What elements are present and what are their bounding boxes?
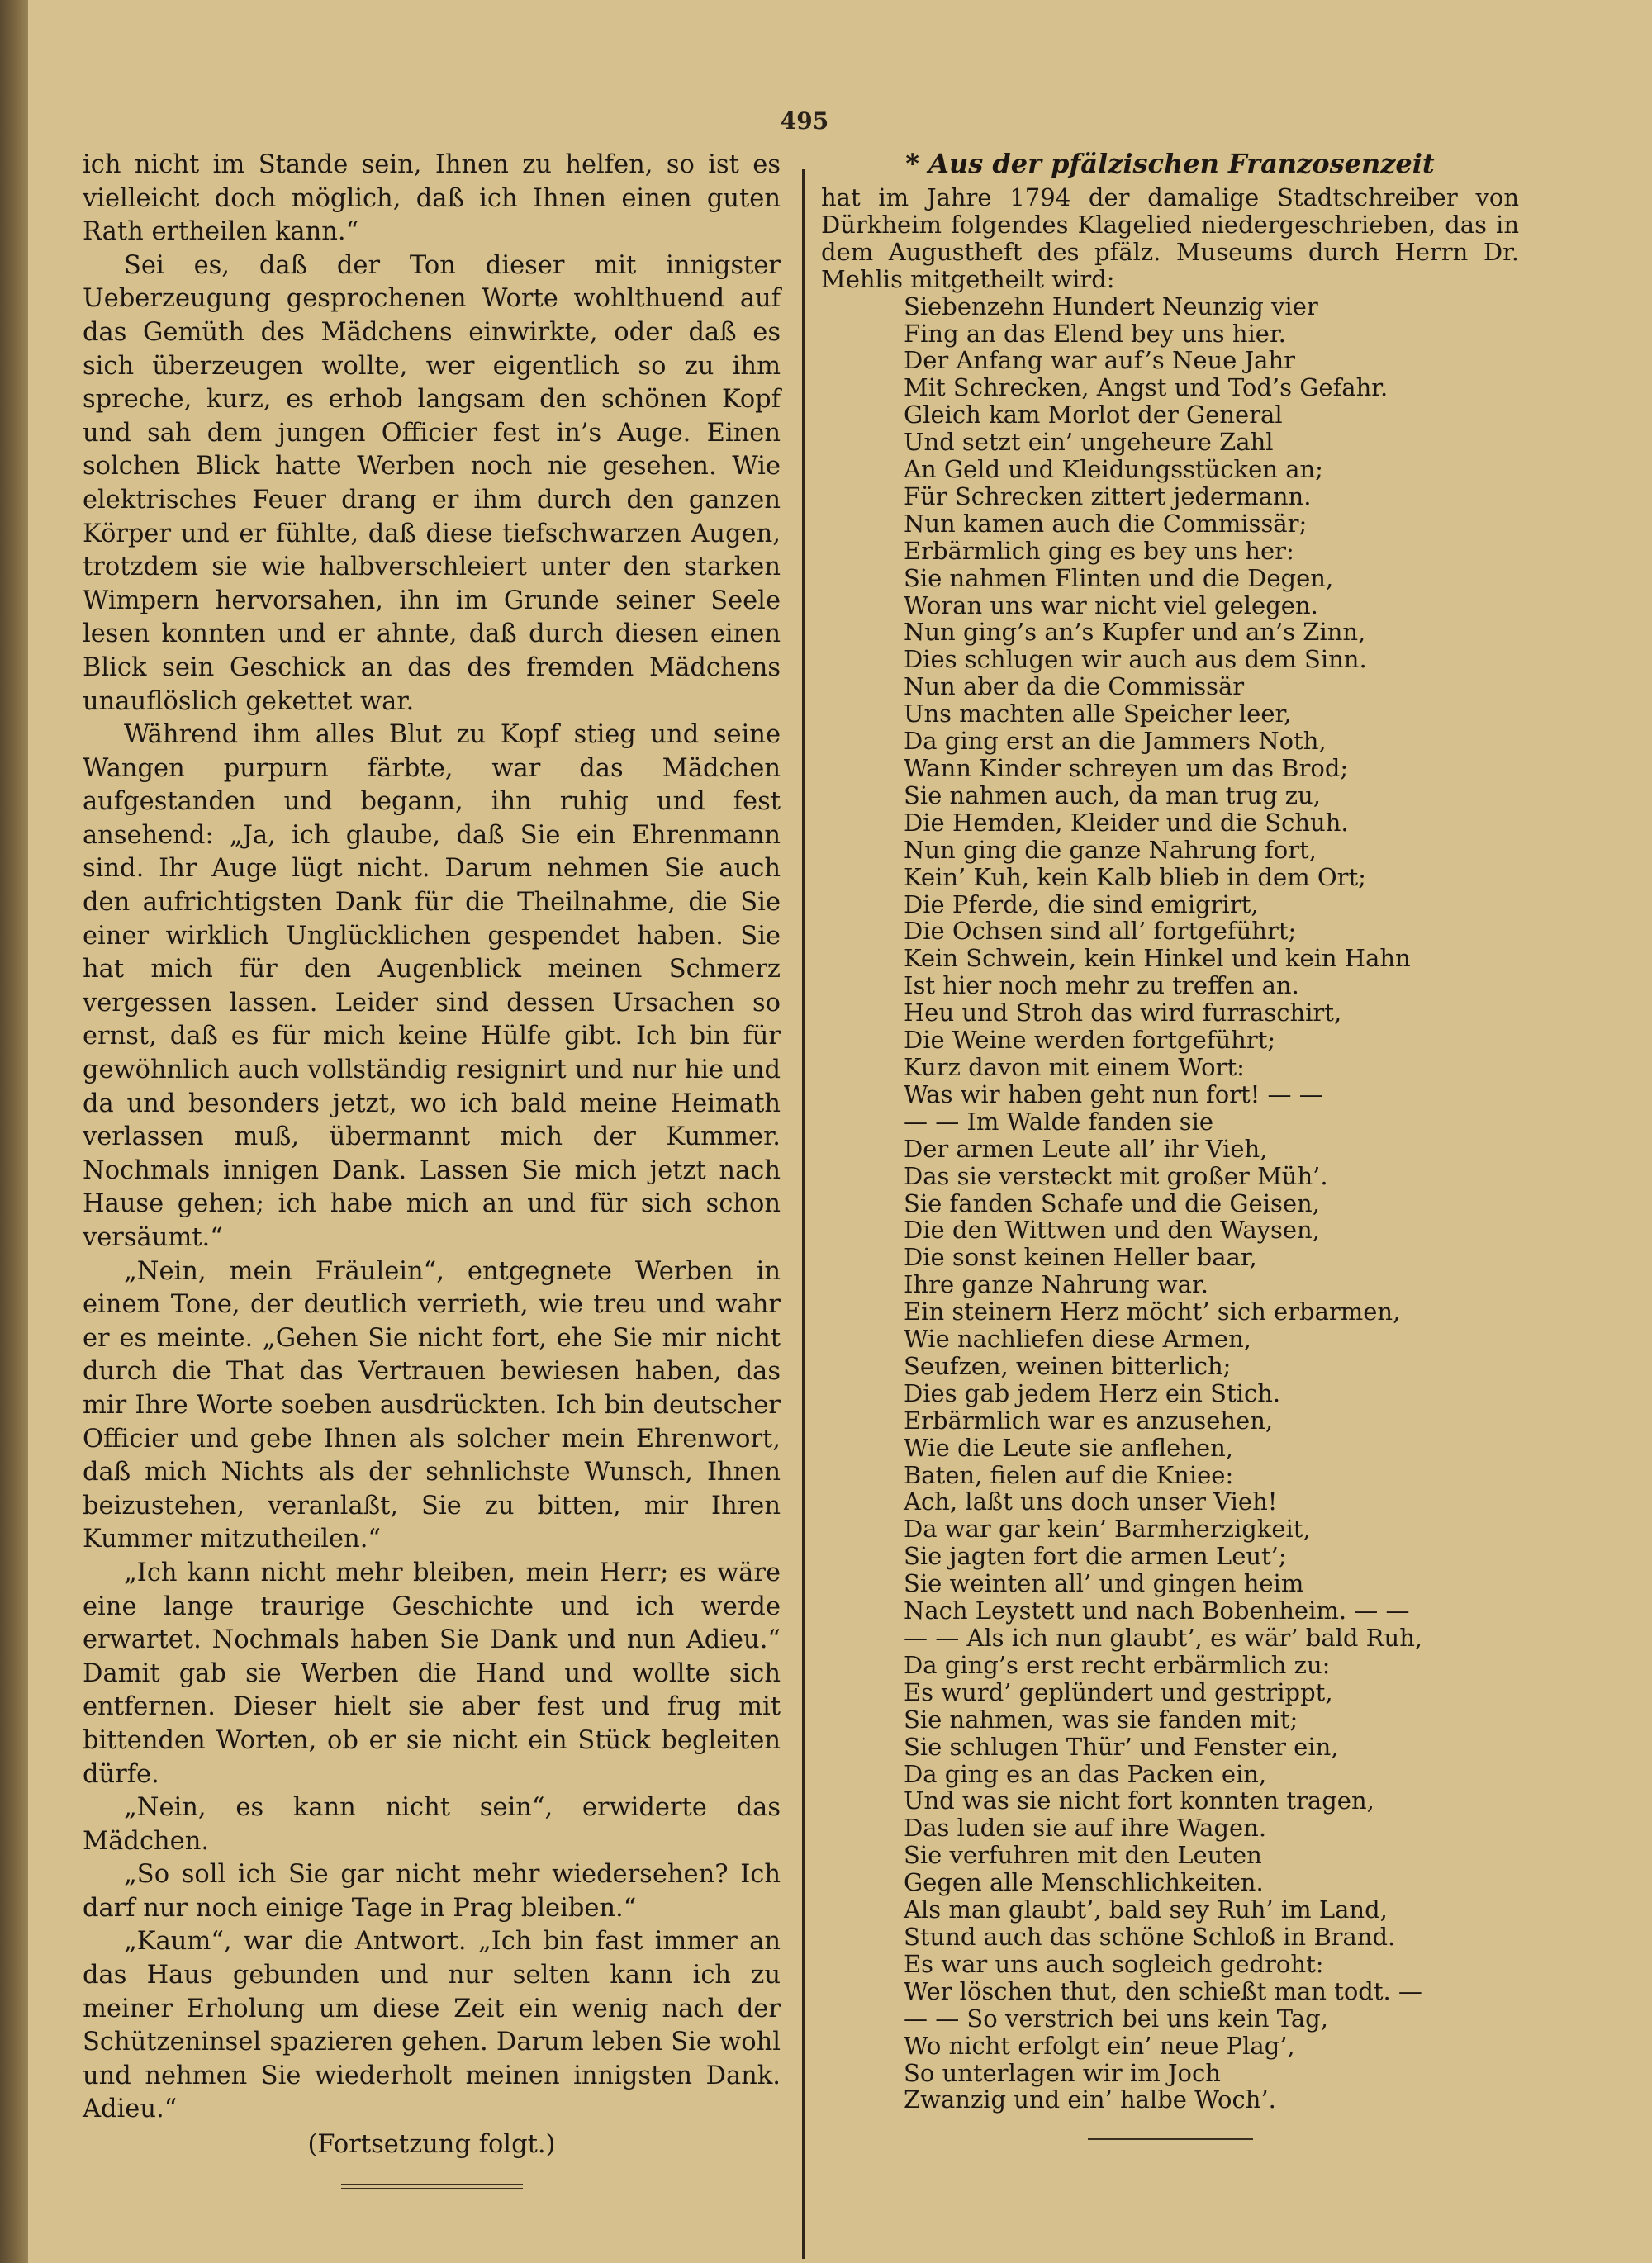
poem-line: Der Anfang war auf’s Neue Jahr (904, 346, 1295, 375)
poem-line: Die den Wittwen und den Waysen, (904, 1216, 1320, 1245)
poem-line: Da ging erst an die Jammers Noth, (904, 727, 1327, 756)
poem-line: Kein Schwein, kein Hinkel und kein Hahn (904, 944, 1411, 973)
poem-line: Heu und Stroh das wird furraschirt, (904, 999, 1342, 1027)
poem-line: Sie weinten all’ und gingen heim (904, 1569, 1304, 1598)
poem-line: Sie schlugen Thür’ und Fenster ein, (904, 1732, 1339, 1761)
poem-line: Es war uns auch sogleich gedroht: (904, 1949, 1324, 1978)
story-paragraph: „Ich kann nicht mehr bleiben, mein Herr; es wäre eine lange traurige Geschichte und ich werde erwartet. Nochmals haben Sie Dank und nun Adieu.“ Damit gab sie Werben die Hand und wollte sich entfernen. Dieser hielt sie aber fest und frug mit bittenden Worten, ob er sie nicht ein Stück begleiten dürfe. (83, 1558, 781, 1789)
poem-line: Seufzen, weinen bitterlich; (904, 1351, 1232, 1380)
poem-line: Nun ging die ganze Nahrung fort, (904, 835, 1317, 864)
poem-line: Kurz davon mit einem Wort: (904, 1052, 1245, 1081)
poem-line: Sie verfuhren mit den Leuten (904, 1841, 1262, 1870)
poem-line: Baten, fielen auf die Kniee: (904, 1460, 1234, 1489)
left-column (83, 149, 781, 2189)
poem-line: Ach, laßt uns doch unser Vieh! (904, 1487, 1278, 1516)
poem-line: Für Schrecken zittert jedermann. (904, 482, 1312, 510)
poem-line: Da ging’s erst recht erbärmlich zu: (904, 1650, 1331, 1679)
right-column (821, 147, 1519, 2140)
poem-line: Ein steinern Herz möcht’ sich erbarmen, (904, 1298, 1401, 1326)
poem-line: Sie nahmen auch, da man trug zu, (904, 780, 1321, 809)
poem-line: Die Pferde, die sind emigrirt, (904, 890, 1259, 918)
poem-line: Kein’ Kuh, kein Kalb blieb in dem Ort; (904, 862, 1366, 891)
poem-line: Die Weine werden fortgeführt; (904, 1026, 1276, 1055)
page-number: 495 (780, 107, 829, 135)
poem-line: Nun aber da die Commissär (904, 672, 1245, 701)
newspaper-page (28, 0, 1652, 2263)
poem-line: Das sie versteckt mit großer Müh’. (904, 1161, 1328, 1190)
poem-line: So unterlagen wir im Joch (904, 2058, 1221, 2087)
poem-line: Wann Kinder schreyen um das Brod; (904, 754, 1349, 782)
section-end-rule (1088, 2138, 1253, 2140)
poem-line: Dies schlugen wir auch aus dem Sinn. (904, 645, 1367, 674)
poem-line: Da war gar kein’ Barmherzigkeit, (904, 1515, 1311, 1544)
poem-line: Siebenzehn Hundert Neunzig vier (904, 292, 1318, 320)
column-divider (802, 169, 805, 2259)
story-paragraph: Während ihm alles Blut zu Kopf stieg und seine Wangen purpurn färbte, war das Mädchen aufgestanden und begann, ihn ruhig und fest ansehend: „Ja, ich glaube, daß Sie ein Ehrenmann sind. Ihr Auge lügt nicht. Darum nehmen Sie auch den aufrichtigsten Dank für die Theilnahme, die Sie einer wirklich Unglücklichen gespendet haben. Sie hat mich für den Augenblick meinen Schmerz vergessen lassen. Leider sind dessen Ursachen so ernst, daß es für mich keine Hülfe gibt. Ich bin für gewöhnlich auch vollständig resignirt und nur hie und da und besonders jetzt, wo ich bald meine Heimath verlassen muß, übermannt mich der Kummer. Nochmals innigen Dank. Lassen Sie mich jetzt nach Hause gehen; ich habe mich an und für sich schon versäumt.“ (83, 720, 781, 1252)
poem-line: Ihre ganze Nahrung war. (904, 1270, 1208, 1299)
poem-line: Nun ging’s an’s Kupfer und an’s Zinn, (904, 618, 1366, 647)
story-paragraph: ich nicht im Stande sein, Ihnen zu helfen, so ist es vielleicht doch möglich, daß ich Ihnen einen guten Rath ertheilen kann.“ (83, 150, 781, 247)
story-paragraph: „Nein, es kann nicht sein“, erwiderte das Mädchen. (83, 1793, 781, 1856)
poem-line: Ist hier noch mehr zu treffen an. (904, 971, 1299, 1000)
poem-line: Sie fanden Schafe und die Geisen, (904, 1188, 1320, 1217)
poem-line: Wer löschen thut, den schießt man todt. — (904, 1976, 1422, 2005)
poem-line: — — Als ich nun glaubt’, es wär’ bald Ruh, (904, 1624, 1423, 1652)
poem-line: Nach Leystett und nach Bobenheim. — — (904, 1596, 1410, 1625)
poem-line: Als man glaubt’, bald sey Ruh’ im Land, (904, 1895, 1388, 1924)
continued-note: (Fortsetzung folgt.) (307, 2130, 556, 2160)
poem-line: Gleich kam Morlot der General (904, 401, 1283, 429)
poem-line: — — So verstrich bei uns kein Tag, (904, 2004, 1328, 2033)
poem-line: Erbärmlich ging es bey uns her: (904, 536, 1294, 565)
poem-line: Die Ochsen sind all’ fortgeführt; (904, 917, 1297, 946)
poem-line: Das luden sie auf ihre Wagen. (904, 1814, 1267, 1843)
poem-line: Zwanzig und ein’ halbe Woch’. (904, 2085, 1276, 2114)
article-intro: hat im Jahre 1794 der damalige Stadtschreiber von Dürkheim folgendes Klagelied niedergeschrieben, das in dem Augustheft des pfälz. Museums durch Herrn Dr. Mehlis mitgetheilt wird: (821, 183, 1519, 293)
story-paragraph: „Kaum“, war die Antwort. „Ich bin fast immer an das Haus gebunden und nur selten kann ich zu meiner Erholung um diese Zeit ein wenig nach der Schützeninsel spazieren gehen. Darum leben Sie wohl und nehmen Sie wiederholt meinen innigsten Dank. Adieu.“ (83, 1927, 781, 2124)
poem-line: Uns machten alle Speicher leer, (904, 700, 1292, 728)
poem-line: Sie nahmen Flinten und die Degen, (904, 563, 1334, 592)
poem (904, 293, 1519, 2114)
story-paragraph: Sei es, daß der Ton dieser mit innigster Ueberzeugung gesprochenen Worte wohlthuend auf das Gemüth des Mädchens einwirkte, oder daß es sich überzeugen wollte, wer eigentlich so zu ihm spreche, kurz, es erhob langsam den schönen Kopf und sah dem jungen Officier fest in’s Auge. Einen solchen Blick hatte Werben noch nie gesehen. Wie elektrisches Feuer drang er ihm durch den ganzen Körper und er fühlte, daß diese tiefschwarzen Augen, trotzdem sie wie halbverschleiert unter den starken Wimpern hervorsahen, ihn im Grunde seiner Seele lesen konnten und er ahnte, daß durch diesen einen Blick sein Geschick an das des fremden Mädchens unauflöslich gekettet war. (83, 250, 781, 716)
poem-line: Die Hemden, Kleider und die Schuh. (904, 808, 1349, 837)
poem-line: Sie jagten fort die armen Leut’; (904, 1542, 1287, 1571)
poem-line: Mit Schrecken, Angst und Tod’s Gefahr. (904, 373, 1389, 402)
poem-line: Was wir haben geht nun fort! — — (904, 1079, 1323, 1108)
story-paragraph: „So soll ich Sie gar nicht mehr wiedersehen? Ich darf nur noch einige Tage in Prag bleiben.“ (83, 1860, 781, 1923)
poem-line: Und setzt ein’ ungeheure Zahl (904, 428, 1274, 457)
article-title: * Aus der pfälzischen Franzosenzeit (905, 148, 1435, 179)
poem-line: Erbärmlich war es anzusehen, (904, 1406, 1274, 1435)
section-end-rule (341, 2184, 523, 2189)
poem-line: Dies gab jedem Herz ein Stich. (904, 1378, 1281, 1407)
poem-line: An Geld und Kleidungsstücken an; (904, 455, 1323, 484)
poem-line: Und was sie nicht fort konnten tragen, (904, 1786, 1374, 1815)
poem-line: Nun kamen auch die Commissär; (904, 509, 1308, 538)
poem-line: Sie nahmen, was sie fanden mit; (904, 1705, 1298, 1734)
poem-line: Da ging es an das Packen ein, (904, 1759, 1267, 1788)
poem-line: Fing an das Elend bey uns hier. (904, 319, 1286, 348)
poem-line: Gegen alle Menschlichkeiten. (904, 1868, 1264, 1897)
poem-line: Woran uns war nicht viel gelegen. (904, 591, 1318, 619)
poem-line: Der armen Leute all’ ihr Vieh, (904, 1134, 1268, 1163)
poem-line: Wie nachliefen diese Armen, (904, 1325, 1251, 1354)
poem-line: Die sonst keinen Heller baar, (904, 1243, 1257, 1272)
poem-line: Es wurd’ geplündert und gestrippt, (904, 1677, 1333, 1706)
poem-line: Wie die Leute sie anflehen, (904, 1433, 1234, 1462)
poem-line: — — Im Walde fanden sie (904, 1107, 1214, 1136)
poem-line: Wo nicht erfolgt ein’ neue Plag’, (904, 2031, 1295, 2060)
poem-line: Stund auch das schöne Schloß in Brand. (904, 1922, 1396, 1951)
story-paragraph: „Nein, mein Fräulein“, entgegnete Werben in einem Tone, der deutlich verrieth, wie treu und wahr er es meinte. „Gehen Sie nicht fort, ehe Sie mir nicht durch die That das Vertrauen bewiesen haben, das mir Ihre Worte soeben ausdrückten. Ich bin deutscher Officier und gebe Ihnen als solcher mein Ehrenwort, daß mich Nichts als der sehnlichste Wunsch, Ihnen beizustehen, veranlaßt, Sie zu bitten, mir Ihren Kummer mitzutheilen.“ (83, 1256, 781, 1554)
